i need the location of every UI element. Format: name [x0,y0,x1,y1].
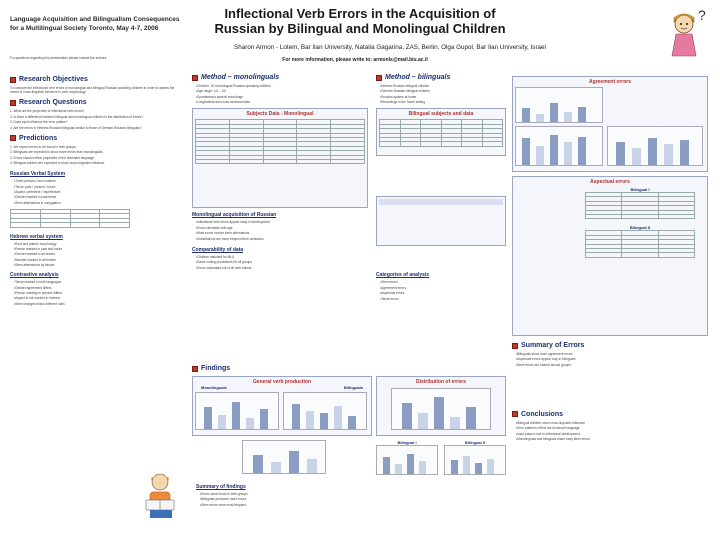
bilingual-subjects-panel: Bilingual subjects and data [376,108,506,156]
bilingual-i-chart [376,445,438,475]
question-mark-icon: ? [698,7,706,23]
distribution-chart [391,388,491,430]
predictions-list: 1. We expect errors to be found in both groups. 2. Bilinguals are expected to show more errors than monolinguals. 3. Errors should reflect properties of the dominant language. 4. Bilingual children are expected to show cross-linguistic influence. [10,144,106,165]
bilingual-ii-chart [242,440,326,474]
hebrew-verbal-system-list: • Root and pattern morphology • Person marked in past and future • Gender marked in all tenses • Number marked in all tenses • Stem alternations by binyan [10,242,180,268]
bilingual-examples-panel [376,196,506,246]
bilingual-chart [283,392,367,430]
conclusions-list: • Bilingual children show cross-linguistic influence • Error patterns reflect the dominant language • Input plays a role in inflectional development • Monolinguals and bilinguals share early stem errors [512,421,708,441]
research-objectives-text: To compare the inflectional verb errors of monolingual and bilingual Russian-speaking children in order to assess the extent of cross-linguistic influence in verb morphology. [10,86,175,95]
bilingual-ii-label: Bilingual II [464,440,486,445]
method-bilinguals-list: • Hebrew-Russian bilingual children • German-Russian bilingual children • Russian spoken at home • Recordings in the home setting [376,84,506,104]
categories-heading: Categories of analysis [376,272,430,279]
chart-label-monolinguals: Monolinguals [201,385,227,390]
summary-errors-list: • Bilinguals show more agreement errors • Aspectual errors appear only in bilinguals • Stem errors are shared across groups [512,352,708,367]
monolingual-chart [195,392,279,430]
aspectual-bilingual-i-table [585,192,695,219]
monolingual-acquisition-list: • Inflectional verb errors appear early in development • Errors decrease with age • Most errors involve stem alternations • Substitutions are more frequent than omissions [192,220,368,240]
research-objectives-heading: Research Objectives [10,76,180,83]
method-bilinguals-heading: Method – bilinguals [376,74,506,81]
poster-title: Inflectional Verb Errors in the Acquisition of Russian by Bilingual and Monolingual Children [214,6,506,36]
predictions-heading: Predictions [10,135,180,142]
categories-list: • Stem errors • Agreement errors • Aspectual errors • Tense errors [376,280,506,300]
contrastive-analysis-list: • Tense marked in both languages • Gender agreement differs • Person marking in present differs • Aspect is not marked in Hebrew • Stem changes follow different rules [10,280,130,306]
summary-findings-list: • Errors were found in both groups • Bilinguals produced more errors • Stem errors were most frequent [196,492,372,507]
monolingual-acquisition-heading: Monolingual acquisition of Russian [192,212,277,219]
russian-verbal-system-heading: Russian Verbal System [10,171,66,178]
verb-paradigm-table [10,209,130,228]
conference-title: Language Acquisition and Bilingualism Consequences for a Multilingual Society Toronto, May 4-7, 2006 [10,16,180,32]
distribution-panel: Distribution of errors [376,376,506,436]
comparability-heading: Comparability of data [192,246,244,253]
aspectual-errors-panel: Aspectual errors Bilingual I Bilingual II [512,176,708,336]
girl-reading-icon [138,470,180,522]
general-verb-panel: General verb production Monolinguals Bilinguals [192,376,372,436]
hebrew-verbal-system-heading: Hebrew verbal system [10,233,63,240]
bilingual-ii-dist-chart [444,445,506,475]
aspectual-bilingual-ii-table [585,230,695,257]
contact-line: For more information, please write to: armonls@mail.biu.ac.il [282,57,428,63]
chart-label-bilinguals: Bilinguals [343,385,363,390]
subjects-monolingual-table [195,119,365,164]
bilingual-i-label: Bilingual I [397,440,417,445]
method-monolinguals-heading: Method – monolinguals [192,74,368,81]
contrastive-analysis-heading: Contrastive analysis [10,272,59,279]
bilingual-subjects-table [379,119,503,146]
agreement-mono-chart [515,87,603,123]
conference-note: For questions regarding this presentation please contact the authors. [10,56,108,60]
research-questions-list: 1. What are the properties of inflectional verb errors? 2. Is there a difference between bilingual and monolingual children in the distribution of errors? 3. Does input influence the error pattern? 4. Are the errors in Hebrew-Russian bilinguals similar to those of German-Russian bilinguals? [10,109,144,130]
conclusions-heading: Conclusions [512,411,708,418]
russian-verbal-system-list: • Three persons, two numbers • Tense: past / present / future • Aspect: perfective / imperfective • Gender marked in past tense • Stem alternations in conjugation [10,179,180,205]
subjects-monolingual-panel: Subjects Data - Monolingual [192,108,368,208]
agreement-bi-chart-2 [607,126,703,166]
poster-authors: Sharon Armon - Lotem, Bar Ilan University, Natalia Gagarina, ZAS, Berlin, Olga Gupol, Bar Ilan University, Israel [234,44,546,51]
summary-errors-heading: Summary of Errors [512,342,708,349]
research-questions-heading: Research Questions [10,99,180,106]
comparability-list: • Children matched for MLU • Same coding procedures for all groups • Errors calculated out of all verb tokens [192,255,368,270]
agreement-bi-chart-1 [515,126,603,166]
summary-findings-heading: Summary of findings [196,484,246,490]
girl-character-icon [660,4,716,60]
method-monolinguals-list: • Children: 20 monolingual Russian-speaking children • Age range: 1;6 – 3;6 • Spontaneous speech recordings • Longitudinal and cross-sectional data [192,84,368,104]
aspectual-bilingual-ii-label: Bilingual II [629,225,651,231]
findings-heading: Findings [192,365,372,372]
aspectual-bilingual-i-label: Bilingual I [630,187,650,192]
agreement-errors-panel: Agreement errors [512,76,708,172]
